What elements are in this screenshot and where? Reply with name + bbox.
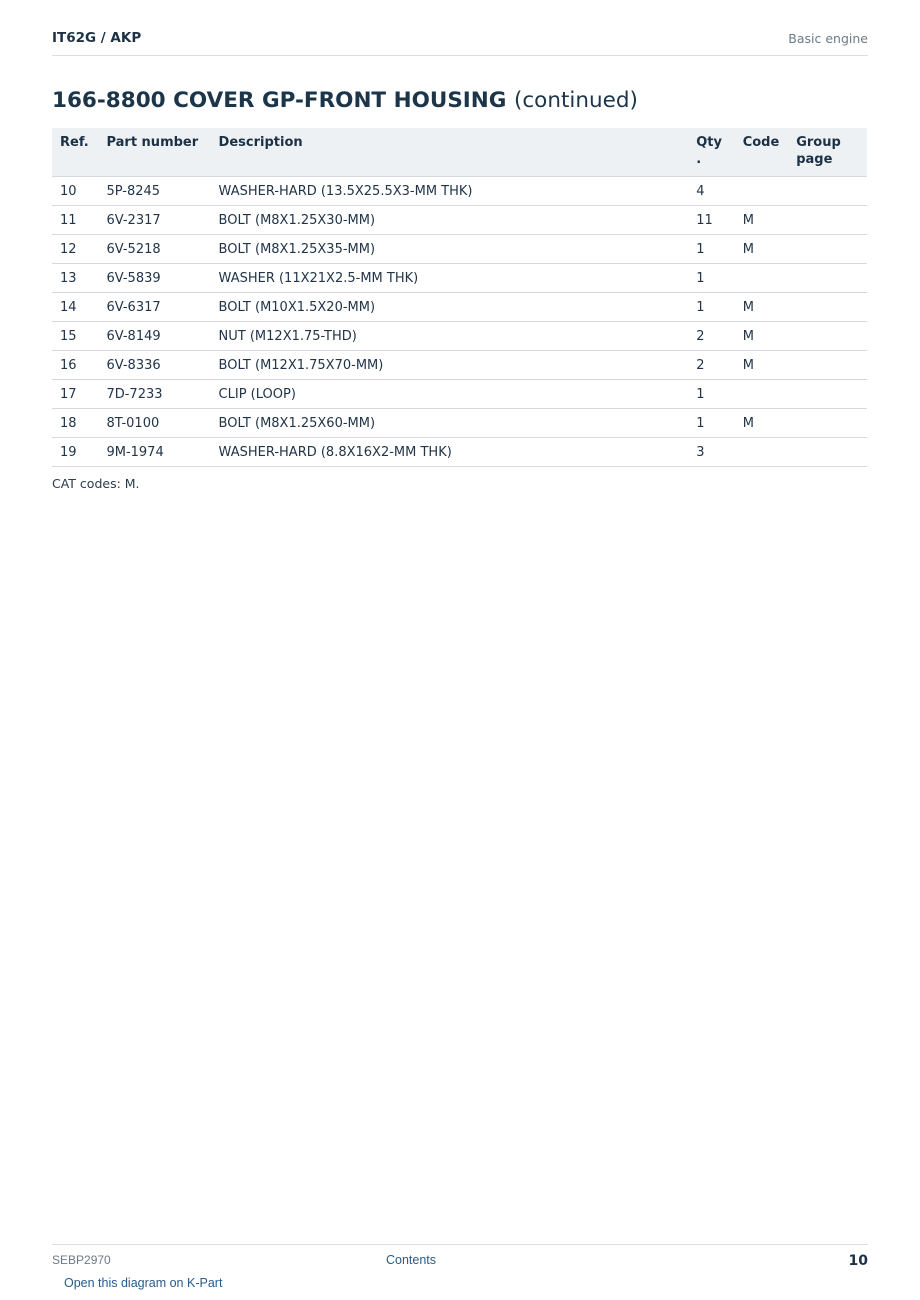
- cell-code: M: [735, 206, 789, 235]
- cell-part-number: 6V-2317: [98, 206, 210, 235]
- cell-part-number: 6V-8149: [98, 322, 210, 351]
- cell-ref: 13: [52, 264, 98, 293]
- cell-ref: 10: [52, 177, 98, 206]
- cell-description: WASHER-HARD (13.5X25.5X3-MM THK): [211, 177, 689, 206]
- cell-group-page: [788, 351, 867, 380]
- header-qty: [688, 128, 734, 177]
- page-header: [52, 28, 868, 56]
- cell-qty: 1: [688, 235, 734, 264]
- cell-group-page: [788, 235, 867, 264]
- table-row: [52, 177, 867, 206]
- cell-part-number: 6V-6317: [98, 293, 210, 322]
- header-group-page: [788, 128, 867, 177]
- cell-description: CLIP (LOOP): [211, 380, 689, 409]
- header-qty-line2: .: [696, 152, 702, 167]
- kpart-diagram-link[interactable]: Open this diagram on K-Part: [64, 1276, 223, 1290]
- table-row: [52, 322, 867, 351]
- cell-part-number: 8T-0100: [98, 409, 210, 438]
- cell-description: BOLT (M12X1.75X70-MM): [211, 351, 689, 380]
- page-number: 10: [848, 1253, 868, 1269]
- cell-description: WASHER (11X21X2.5-MM THK): [211, 264, 689, 293]
- cell-part-number: 5P-8245: [98, 177, 210, 206]
- cell-ref: 14: [52, 293, 98, 322]
- cell-group-page: [788, 380, 867, 409]
- cell-ref: 11: [52, 206, 98, 235]
- cell-code: M: [735, 322, 789, 351]
- cell-ref: 17: [52, 380, 98, 409]
- cell-code: M: [735, 235, 789, 264]
- cell-qty: 1: [688, 293, 734, 322]
- cell-ref: 19: [52, 438, 98, 467]
- cell-qty: 1: [688, 409, 734, 438]
- cell-qty: 1: [688, 264, 734, 293]
- cell-code: [735, 177, 789, 206]
- cell-code: [735, 380, 789, 409]
- header-ref: Ref.: [52, 128, 98, 177]
- cell-group-page: [788, 206, 867, 235]
- table-row: [52, 438, 867, 467]
- cell-code: M: [735, 351, 789, 380]
- cell-description: NUT (M12X1.75-THD): [211, 322, 689, 351]
- header-code: Code: [735, 128, 789, 177]
- table-header: [52, 128, 867, 177]
- section-name: Basic engine: [788, 31, 868, 46]
- cell-ref: 15: [52, 322, 98, 351]
- cell-part-number: 7D-7233: [98, 380, 210, 409]
- cell-group-page: [788, 409, 867, 438]
- title-main: 166-8800 COVER GP-FRONT HOUSING: [52, 88, 507, 113]
- table-row: [52, 293, 867, 322]
- cell-code: [735, 438, 789, 467]
- cell-group-page: [788, 322, 867, 351]
- cell-part-number: 9M-1974: [98, 438, 210, 467]
- cell-part-number: 6V-8336: [98, 351, 210, 380]
- cell-part-number: 6V-5839: [98, 264, 210, 293]
- header-description: Description: [211, 128, 689, 177]
- title-continued: (continued): [513, 88, 638, 113]
- cell-ref: 12: [52, 235, 98, 264]
- table-body: [52, 177, 867, 467]
- cell-part-number: 6V-5218: [98, 235, 210, 264]
- cell-qty: 2: [688, 351, 734, 380]
- document-id: SEBP2970: [52, 1253, 111, 1267]
- cell-qty: 3: [688, 438, 734, 467]
- cell-group-page: [788, 293, 867, 322]
- table-row: [52, 206, 867, 235]
- cell-description: BOLT (M8X1.25X35-MM): [211, 235, 689, 264]
- table-row: [52, 409, 867, 438]
- cell-group-page: [788, 438, 867, 467]
- cell-qty: 11: [688, 206, 734, 235]
- breadcrumb: IT62G / AKP: [52, 30, 142, 46]
- cell-group-page: [788, 264, 867, 293]
- cell-qty: 4: [688, 177, 734, 206]
- cell-code: M: [735, 409, 789, 438]
- cell-qty: 2: [688, 322, 734, 351]
- header-group-line2: page: [796, 152, 833, 167]
- header-group-line1: Group: [796, 135, 841, 150]
- cell-ref: 16: [52, 351, 98, 380]
- parts-table: [52, 128, 867, 467]
- header-qty-line1: Qty: [696, 135, 722, 150]
- cell-description: WASHER-HARD (8.8X16X2-MM THK): [211, 438, 689, 467]
- cell-code: [735, 264, 789, 293]
- cell-qty: 1: [688, 380, 734, 409]
- cell-description: BOLT (M8X1.25X60-MM): [211, 409, 689, 438]
- table-row: [52, 264, 867, 293]
- cell-code: M: [735, 293, 789, 322]
- cell-ref: 18: [52, 409, 98, 438]
- table-row: [52, 235, 867, 264]
- table-row: [52, 380, 867, 409]
- header-row: [52, 128, 867, 177]
- contents-link[interactable]: Contents: [386, 1253, 437, 1267]
- cell-description: BOLT (M8X1.25X30-MM): [211, 206, 689, 235]
- cell-group-page: [788, 177, 867, 206]
- cell-description: BOLT (M10X1.5X20-MM): [211, 293, 689, 322]
- header-part-number: Part number: [98, 128, 210, 177]
- cat-codes-note: CAT codes: M.: [52, 476, 140, 491]
- table-row: [52, 351, 867, 380]
- page-title: [52, 88, 638, 113]
